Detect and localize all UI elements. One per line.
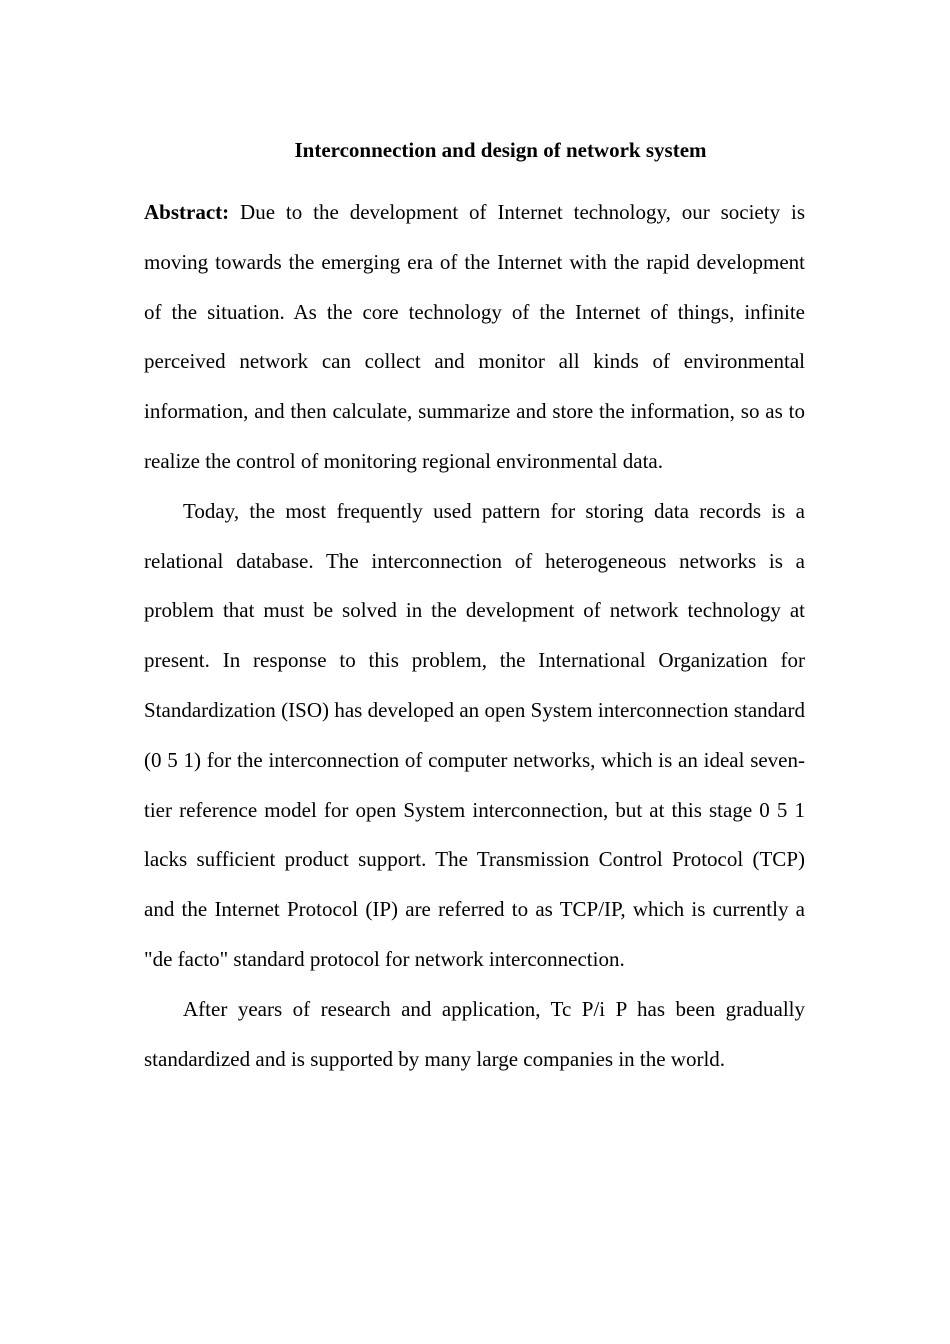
body-paragraph-2: After years of research and application, Tc P/i P has been gradually standardized and is supported by many large companies in the world. bbox=[144, 996, 805, 1071]
body-paragraph-1: Today, the most frequently used pattern for storing data records is a relational database. The interconnection of heterogeneous networks is a problem that must be solved in the development of network technology at present. In response to this problem, the International Organization for Standardization (ISO) has developed an open System interconnection standard (0 5 1) for the interconnection of computer networks, which is an ideal seven-tier reference model for open System interconnection, but at this stage 0 5 1 lacks sufficient product support. The Transmission Control Protocol (TCP) and the Internet Protocol (IP) are referred to as TCP/IP, which is currently a "de facto" standard protocol for network interconnection. bbox=[144, 498, 805, 971]
document-title: Interconnection and design of network system bbox=[294, 138, 707, 162]
abstract-label: Abstract: bbox=[144, 200, 230, 224]
abstract-text: Due to the development of Internet technology, our society is moving towards the emerging era of the Internet with the rapid development of the situation. As the core technology of the Internet of things, infinite perceived network can collect and monitor all kinds of environmental information, and then calculate, summarize and store the information, so as to realize the control of monitoring regional environmental data. bbox=[144, 200, 805, 473]
document-body bbox=[144, 133, 805, 1084]
abstract-paragraph bbox=[144, 188, 805, 487]
